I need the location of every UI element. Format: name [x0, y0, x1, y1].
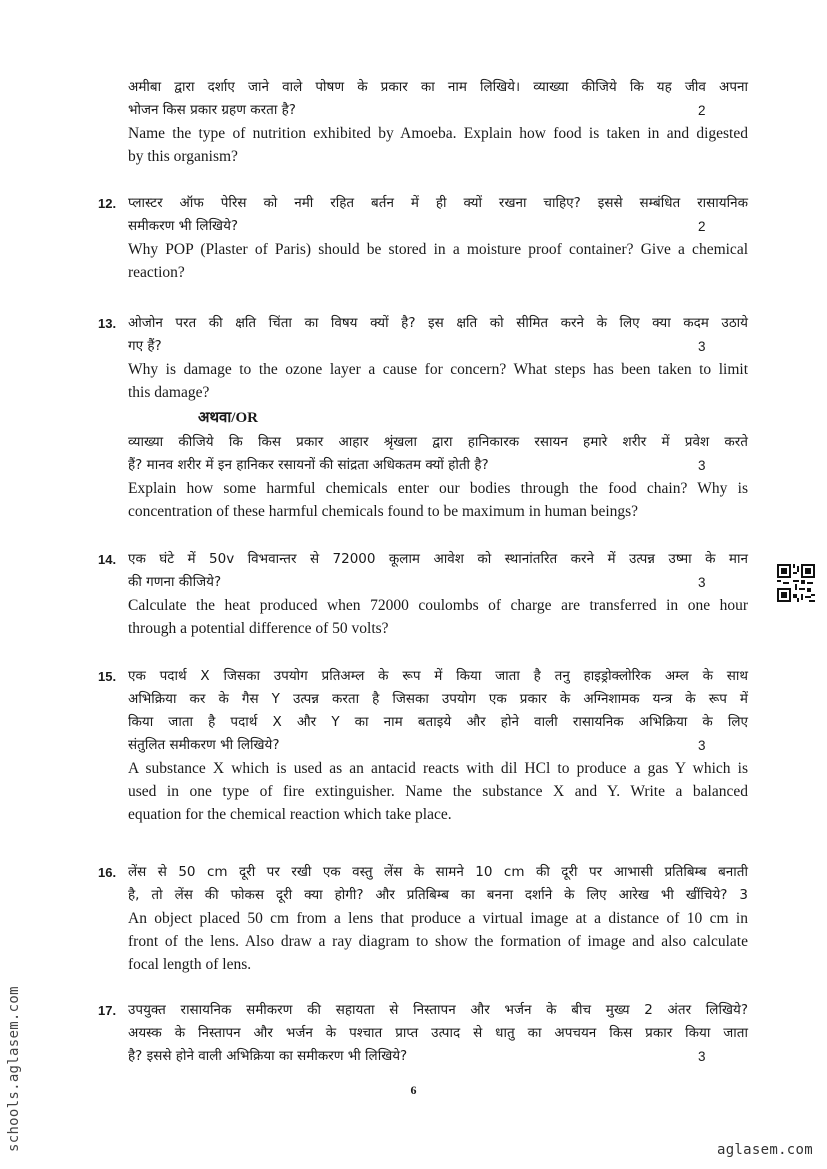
- question-hindi-line: है? इससे होने वाली अभिक्रिया का समीकरण भी लिखिये?: [128, 1048, 408, 1064]
- question-english-line: Explain how some harmful chemicals enter our bodies through the food chain? Why is: [128, 480, 748, 497]
- question-number: 16.: [98, 865, 117, 880]
- question-hindi-line: है, तो लेंस की फोकस दूरी क्या होगी? और प्रतिबिम्ब का बनना दर्शाने के लिए आरेख भी खींचिये? 3: [128, 887, 748, 903]
- page-number: 6: [410, 1083, 417, 1097]
- question-english-line: this damage?: [128, 384, 210, 401]
- question-hindi-line: अमीबा द्वारा दर्शाए जाने वाले पोषण के प्रकार का नाम लिखिये। व्याख्या कीजिये कि यह जीव अपना: [128, 79, 748, 95]
- question-english-line: through a potential difference of 50 volts?: [128, 620, 389, 637]
- side-watermark: schools.aglasem.com: [6, 986, 22, 1152]
- question-11-alt: [128, 76, 748, 168]
- question-english-line: equation for the chemical reaction which take place.: [128, 806, 452, 823]
- question-16: [128, 861, 748, 976]
- question-15: [128, 665, 748, 826]
- question-english-line: Why is damage to the ozone layer a cause for concern? What steps has been taken to limit: [128, 361, 748, 378]
- question-marks: 3: [698, 575, 706, 590]
- question-hindi-line: ओजोन परत की क्षति चिंता का विषय क्यों है? इस क्षति को सीमित करने के लिए क्या कदम उठाये: [128, 315, 748, 331]
- or-label: अथवा/OR: [198, 410, 258, 426]
- question-17: [128, 999, 748, 1068]
- question-hindi-line: अयस्क के निस्तापन और भर्जन के पश्चात प्राप्त उत्पाद से धातु का अपचयन किस प्रकार किया जाता: [128, 1025, 748, 1041]
- question-english-line: Calculate the heat produced when 72000 coulombs of charge are transferred in one hour: [128, 597, 748, 614]
- question-number: 13.: [98, 316, 117, 331]
- question-hindi-line: समीकरण भी लिखिये?: [128, 218, 239, 234]
- question-hindi-line: हैं? मानव शरीर में इन हानिकर रसायनों की सांद्रता अधिकतम क्यों होती है?: [128, 457, 489, 473]
- question-number: 15.: [98, 669, 117, 684]
- question-13: [128, 312, 748, 404]
- question-english-line: reaction?: [128, 264, 185, 281]
- question-english-line: focal length of lens.: [128, 956, 252, 973]
- question-14: [128, 548, 748, 640]
- question-number: 12.: [98, 196, 117, 211]
- question-english-line: used in one type of fire extinguisher. Name the substance X and Y. Write a balanced: [128, 783, 748, 800]
- question-hindi-line: अभिक्रिया कर के गैस Y उत्पन्न करता है जिसका उपयोग एक प्रकार के अग्निशामक यन्त्र के रूप में: [128, 691, 748, 707]
- question-marks: 3: [698, 738, 706, 753]
- question-marks: 2: [698, 219, 706, 234]
- question-hindi-line: उपयुक्त रासायनिक समीकरण की सहायता से निस्तापन और भर्जन के बीच मुख्य 2 अंतर लिखिये?: [128, 1002, 748, 1018]
- question-hindi-line: संतुलित समीकरण भी लिखिये?: [128, 737, 280, 753]
- question-english-line: Name the type of nutrition exhibited by Amoeba. Explain how food is taken in and digested: [128, 125, 748, 142]
- question-marks: 2: [698, 103, 706, 118]
- question-hindi-line: भोजन किस प्रकार ग्रहण करता है?: [128, 102, 296, 118]
- question-hindi-line: गए हैं?: [128, 338, 162, 354]
- question-hindi-line: एक पदार्थ X जिसका उपयोग प्रतिअम्ल के रूप में किया जाता है तनु हाइड्रोक्लोरिक अम्ल के साथ: [128, 668, 748, 684]
- question-hindi-line: लेंस से 50 cm दूरी पर रखी एक वस्तु लेंस के सामने 10 cm की दूरी पर आभासी प्रतिबिम्ब बनाती: [128, 864, 748, 880]
- question-hindi-line: की गणना कीजिये?: [128, 574, 222, 590]
- question-number: 14.: [98, 552, 117, 567]
- question-marks: 3: [698, 339, 706, 354]
- question-13-alternative: [128, 431, 748, 523]
- question-marks: 3: [698, 458, 706, 473]
- question-hindi-line: किया जाता है पदार्थ X और Y का नाम बताइये और होने वाली रासायनिक अभिक्रिया के लिए: [128, 714, 748, 730]
- question-english-line: An object placed 50 cm from a lens that produce a virtual image at a distance of 10 cm in: [128, 910, 748, 927]
- question-english-line: Why POP (Plaster of Paris) should be stored in a moisture proof container? Give a chemical: [128, 241, 748, 258]
- question-english-line: A substance X which is used as an antacid reacts with dil HCl to produce a gas Y which is: [128, 760, 748, 777]
- question-marks: 3: [698, 1049, 706, 1064]
- qr-code-icon: [777, 564, 815, 602]
- question-english-line: concentration of these harmful chemicals found to be maximum in human beings?: [128, 503, 639, 520]
- question-hindi-line: व्याख्या कीजिये कि किस प्रकार आहार श्रृंखला द्वारा हानिकारक रसायन हमारे शरीर में प्रवेश करते: [128, 434, 748, 450]
- question-hindi-line: प्लास्टर ऑफ पेरिस को नमी रहित बर्तन में ही क्यों रखना चाहिए? इससे सम्बंधित रासायनिक: [128, 195, 748, 211]
- footer-watermark: aglasem.com: [716, 1142, 813, 1158]
- question-english-line: front of the lens. Also draw a ray diagram to show the formation of image and also calculate: [128, 933, 748, 950]
- question-12: [128, 192, 748, 284]
- question-number: 17.: [98, 1003, 117, 1018]
- question-hindi-line: एक घंटे में 50v विभवान्तर से 72000 कूलाम आवेश को स्थानांतरित करने में उत्पन्न उष्मा के मान: [128, 551, 748, 567]
- question-english-line: by this organism?: [128, 148, 238, 165]
